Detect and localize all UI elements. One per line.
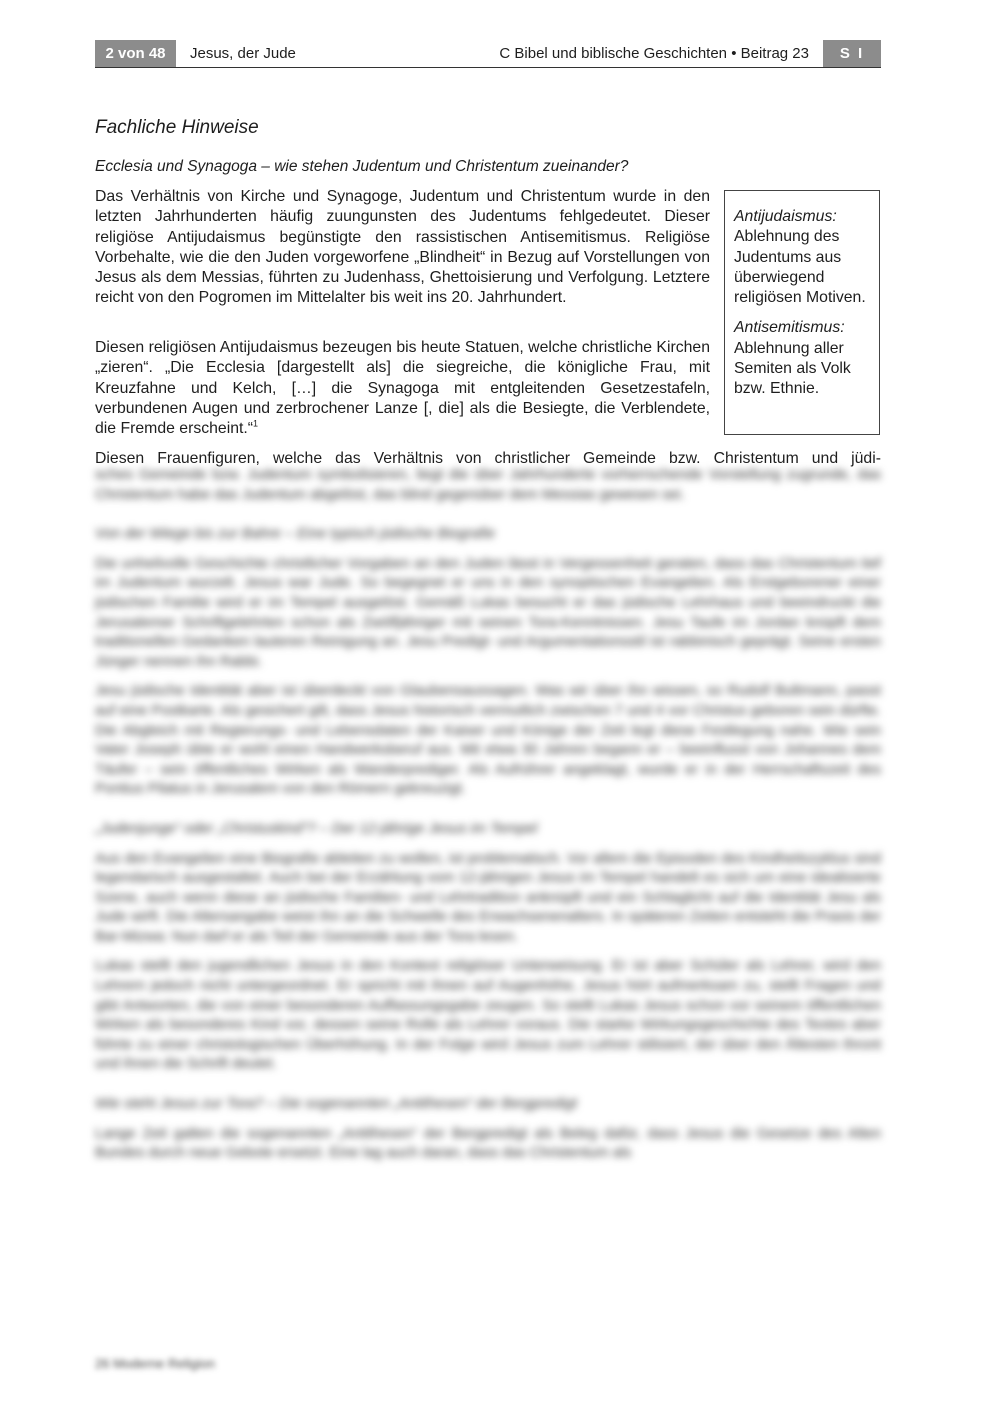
section-code-badge: S I [823, 40, 881, 67]
paragraph-2 [95, 338, 710, 439]
glossary-definition-antijudaismus: Ablehnung des Judentums aus überwiegend religiösen Motiven. [734, 228, 866, 307]
paragraph-1: Das Verhältnis von Kirche und Synagoge, Judentum und Christentum wurde in den letzten Jahrhunderten häufig zuungunsten des Judentums fehlgedeutet. Dieser religiöse Antijudaismus begünstigte den rassistischen Antisemitismus. Religiöse Vorbehalte, wie die den Juden vorgeworfene „Blindheit“ in Bezug auf Vorstellungen von Jesus als dem Messias, führten zu Judenhass, Ghettoisierung und Verfolgung. Letztere reicht von den Pogromen im Mittelalter bis weit ins 20. Jahrhundert. [95, 188, 710, 307]
footnote-marker: 1 [253, 418, 259, 429]
page-heading: Fachliche Hinweise [95, 117, 259, 138]
last-visible-line: Diesen Frauenfiguren, welche das Verhältnis von christlicher Gemeinde bzw. Christentum und jüdi- [95, 450, 881, 467]
page-footer: 26 Moderne Religion [95, 1356, 215, 1371]
glossary-sidebox [724, 190, 880, 435]
header-title: Jesus, der Jude [190, 45, 296, 62]
glossary-term-antisemitismus: Antisemitismus: [734, 319, 845, 337]
page-number-badge: 2 von 48 [95, 40, 176, 67]
glossary-definition-antisemitismus: Ablehnung aller Semiten als Volk bzw. Ethnie. [734, 339, 851, 398]
section-subheading: Ecclesia und Synagoga – wie stehen Judentum und Christentum zueinander? [95, 158, 629, 175]
glossary-term-antijudaismus: Antijudaismus: [734, 208, 837, 225]
blurred-preview-content: sches Gemeinde bzw. Judentum symbolisieren, liegt die über Jahrhunderte vorherrschende Vorstellung zugrunde, das Christentum habe das Judentum abgelöst, das blind gegenüber dem Messias gewesen sei. Von der Wiege bis zur Bahre – Eine typisch jüdische Biografie Die unheilvolle Geschichte christlicher Vorgaben an den Juden lässt in Vergessenheit geraten, dass das Christentum tief im Judentum wurzelt. Jesus war Jude. So begegnet er uns in den synoptischen Evangelien. Als Erstgeborener einer jüdischen Familie wird er im Tempel ausgelöst. Gemäß Lukas besucht er das jüdische Lehrhaus und beeindruckt die Jerusalemer Schriftgelehrten schon als Zwölfjähriger mit seinen Tora-Kenntnissen. Jesu Taufe im Jordan knüpft dem traditionellen Gedanken lauteren Reinigung an. Jesu Predigt- und Argumentationsstil ist rabbinisch geprägt. Seine ersten Jünger nennen ihn Rabbi. Jesu jüdische Identität aber ist überdeckt von Glaubensaussagen. Was wir über ihn wissen, so Rudolf Bultmann, passt auf eine Postkarte. Als gesichert gilt, dass Jesus historisch vermutlich zwischen 7 und 4 vor Christus geboren sein dürfte. Die Abgleich mit Regierungs- und Lebensdaten der Kaiser und Könige der Zeit legt diese Festlegung nahe. Wie sein Vater Joseph übte er wohl einen Handwerksberuf aus. Mit etwa 30 Jahren begann er – beeinflusst von Johannes dem Täufer – sein öffentliches Wirken als Wanderprediger. Als Aufrührer angeklagt, wurde er in der Herrschaftszeit des Pontius Pilatus in Jerusalem von den Römern gekreuzigt. „Judenjunge“ oder „Christuskind“? – Der 12-jährige Jesus im Tempel Aus den Evangelien eine Biografie ableiten zu wollen, ist problematisch. Vor allem die Episoden des Kindheitszyklus sind legendarisch ausgestaltet. Auch bei der Erzählung vom 12-jährigen Jesus im Tempel handelt es sich um eine idealisierte Szene, auch wenn diese an jüdische Familien- und Lehrtradition anknüpft und ein Schlaglicht auf die Identität Jesu als Jude wirft. Die Altersangabe weist ihn an die Schwelle des Erwachsenenalters. In späteren Zeiten entsteht die Praxis der Bar-Mizwa: Nun darf er als Teil der Gemeinde aus der Tora lesen. Lukas stellt den jugendlichen Jesus in den Kontext religiöser Unterweisung. Er ist aber Schüler als Lehrer, wird den Lehrern jedoch nicht untergeordnet. Er spricht mit ihnen auf Augenhöhe, Jesus hört aufmerksam zu, stellt Fragen und gibt Antworten, die von einer besonderen Auffassungsgabe zeugen. So stellt Lukas Jesus schon vor seinem öffentlichen Wirken als besonderes Kind vor, dessen seine Rolle als Lehrer voraus. Die starke Wirkungsgeschichte des Textes aber führte zu einer christologischen Überhöhung. In der Folge wird Jesus zum Lehrer stilisiert, der über den Ältesten thront und ihnen die Schrift deutet. Wie steht Jesus zur Tora? – Die sogenannten „Antithesen“ der Bergpredigt Lange Zeit galten die sogenannten „Antithesen“ der Bergpredigt als Beleg dafür, dass Jesus die Gesetze des Alten Bundes durch neue Gebote ersetzt. Eine lag auch daran, dass das Christentum als [95, 467, 881, 1162]
page-header [95, 40, 881, 68]
paragraph-2-text: Diesen religiösen Antijudaismus bezeugen bis heute Statuen, welche christliche Kirchen „zieren“. „Die Ecclesia [dargestellt als] die siegreiche, die königliche Frau, mit Kreuzfahne und Kelch, […] die Synagoga mit entgleitenden Gesetzestafeln, verbundenen Augen und zerbrochener Lanze [, die] als die Besiegte, die Verblendete, die Fremde erscheint.“ [95, 339, 710, 438]
header-section: C Bibel und biblische Geschichten • Beitrag 23 [499, 45, 809, 62]
